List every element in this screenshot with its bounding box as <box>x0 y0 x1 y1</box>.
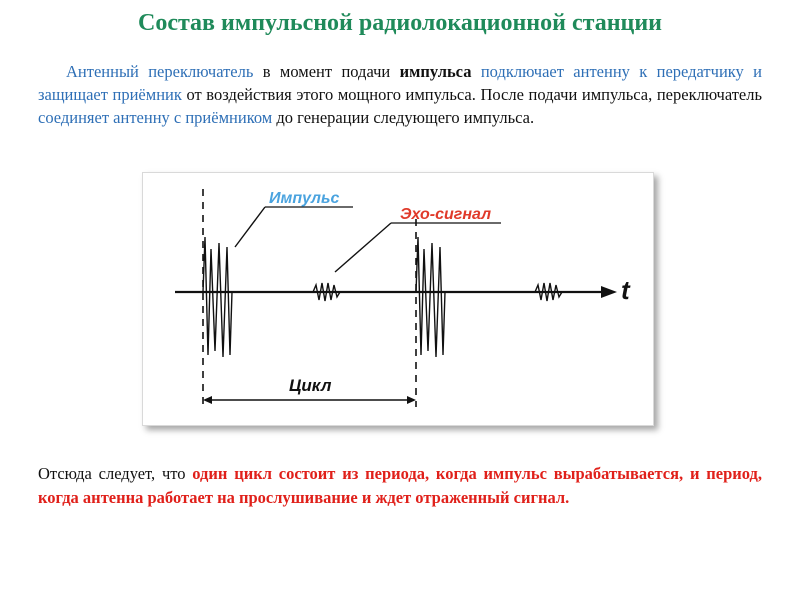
intro-text-2: от воздействия этого мощного импульса. После подачи импульса, переключатель <box>181 85 763 104</box>
connects-receiver-text: соединяет антенну с приёмником <box>38 108 273 127</box>
pulse-diagram <box>142 172 654 426</box>
cycle-arrow-left <box>203 396 212 404</box>
cycle-label: Цикл <box>289 376 332 395</box>
time-axis-label: t <box>621 275 630 305</box>
impulse-label: Импульс <box>269 190 340 207</box>
conclusion-highlight: один цикл состоит из периода, когда импульс вырабатывается, и период, когда антенна работает на прослушивание и ждет отраженный сигнал. <box>38 464 762 507</box>
intro-text-3: до генерации следующего импульса. <box>272 108 535 127</box>
second-echo-waveform <box>535 283 562 301</box>
intro-text-1: в момент подачи <box>253 62 400 81</box>
impulse-callout-line <box>235 207 265 247</box>
conclusion-text: Отсюда следует, что <box>38 464 193 483</box>
time-axis-arrow <box>601 286 617 298</box>
echo-callout-line <box>335 223 391 272</box>
first-echo-waveform <box>313 283 340 301</box>
cycle-arrow-right <box>407 396 416 404</box>
slide-title: Состав импульсной радиолокационной станции <box>137 10 662 36</box>
first-impulse-waveform <box>203 237 232 357</box>
conclusion-paragraph <box>38 462 762 510</box>
second-impulse-waveform <box>416 237 445 357</box>
connects-antenna-text: подключает антенну к передатчику и защищает приёмник <box>38 62 762 104</box>
pulse-diagram-svg <box>143 173 653 425</box>
echo-signal-label: Эхо-сигнал <box>400 206 492 223</box>
impulse-term: импульса <box>399 62 472 81</box>
intro-paragraph <box>38 60 762 129</box>
antenna-switch-term: Антенный переключатель <box>66 62 254 81</box>
